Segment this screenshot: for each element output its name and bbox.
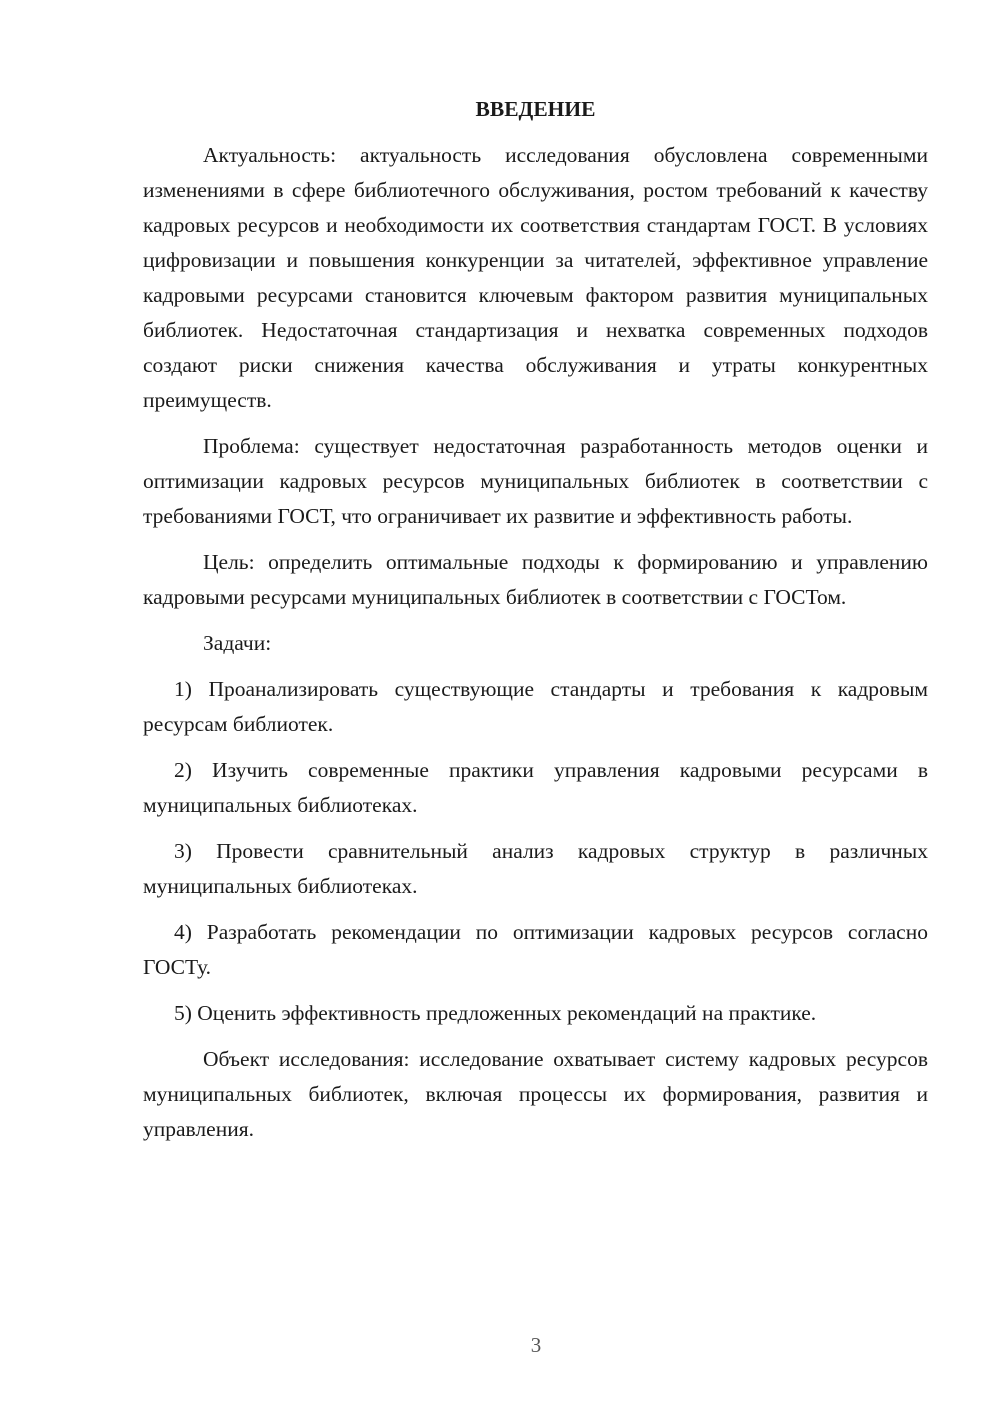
paragraph-problem: Проблема: существует недостаточная разработанность методов оценки и оптимизации кадровых ресурсов муниципальных библиотек в соответствии с требованиями ГОСТ, что ограничивает их развитие и эффективность работы. xyxy=(143,434,928,528)
tasks-heading: Задачи: xyxy=(203,631,272,655)
page-number: 3 xyxy=(530,1333,542,1357)
task-item-1: 1) Проанализировать существующие стандарты и требования к кадровым ресурсам библиотек. xyxy=(143,677,928,736)
section-title: ВВЕДЕНИЕ xyxy=(475,97,596,121)
task-item-2: 2) Изучить современные практики управления кадровыми ресурсами в муниципальных библиотеках. xyxy=(143,758,928,817)
task-item-3: 3) Провести сравнительный анализ кадровых структур в различных муниципальных библиотеках. xyxy=(143,839,928,898)
paragraph-relevance: Актуальность: актуальность исследования обусловлена современными изменениями в сфере библиотечного обслуживания, ростом требований к качеству кадровых ресурсов и необходимости их соответствия стандартам ГОСТ. В условиях цифровизации и повышения конкуренции за читателей, эффективное управление кадровыми ресурсами становится ключевым фактором развития муниципальных библиотек. Недостаточная стандартизация и нехватка современных подходов создают риски снижения качества обслуживания и утраты конкурентных преимуществ. xyxy=(143,143,928,412)
page-body xyxy=(143,92,928,1158)
task-item-5: 5) Оценить эффективность предложенных рекомендаций на практике. xyxy=(174,1001,817,1025)
paragraph-object: Объект исследования: исследование охватывает систему кадровых ресурсов муниципальных библиотек, включая процессы их формирования, развития и управления. xyxy=(143,1047,928,1141)
paragraph-goal: Цель: определить оптимальные подходы к формированию и управлению кадровыми ресурсами муниципальных библиотек в соответствии с ГОСТом. xyxy=(143,550,928,609)
task-item-4: 4) Разработать рекомендации по оптимизации кадровых ресурсов согласно ГОСТу. xyxy=(143,920,928,979)
